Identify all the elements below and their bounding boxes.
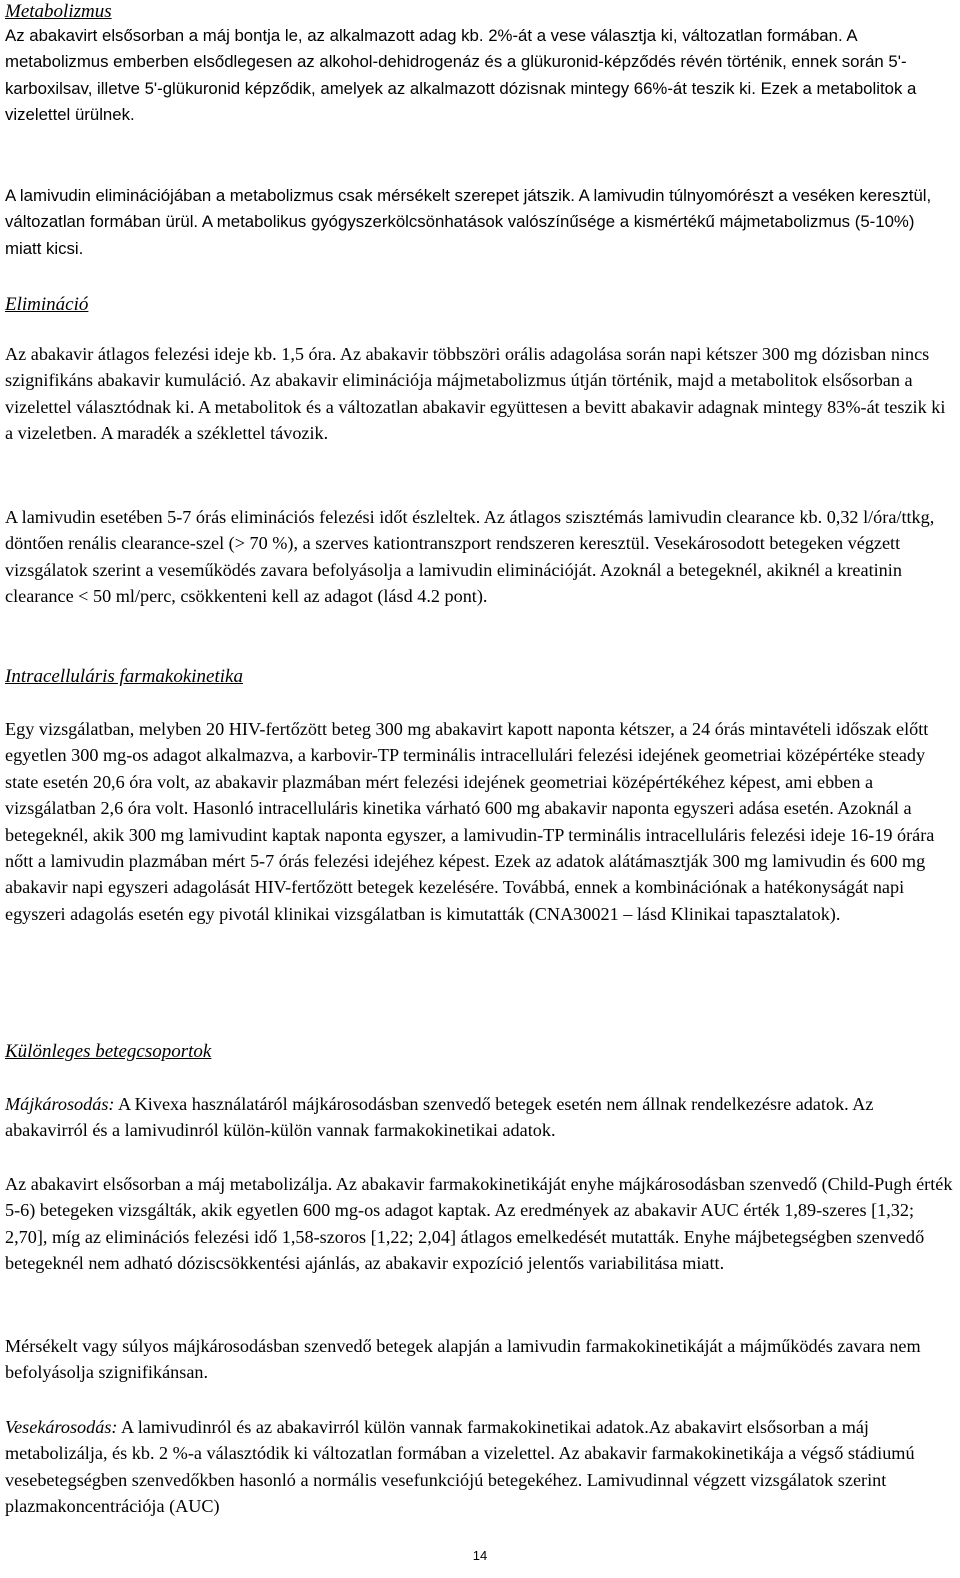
renal-label: Vesekárosodás:	[5, 1417, 118, 1437]
paragraph-metabolism-1: Az abakavirt elsősorban a máj bontja le, az alkalmazott adag kb. 2%-át a vese választja ki, változatlan formában. A metabolizmus emberben elsődlegesen az alkohol-dehidrogenáz és a glükuronid-képződés révén történik, ennek során 5'-karboxilsav, illetve 5'-glükuronid képződik, amelyek az alkalmazott dózisnak mintegy 66%-át teszik ki. Ezek a metabolitok a vizelettel ürülnek.	[5, 26, 917, 125]
section-heading-intracellular: Intracelluláris farmakokinetika	[5, 666, 243, 687]
section-heading-metabolism: Metabolizmus	[5, 1, 112, 22]
paragraph-hepatic-3: Mérsékelt vagy súlyos májkárosodásban szenvedő betegek alapján a lamivudin farmakokinetikáját a májműködés zavara nem befolyásolja szignifikánsan.	[5, 1336, 921, 1383]
paragraph-hepatic-2: Az abakavirt elsősorban a máj metabolizálja. Az abakavir farmakokinetikáját enyhe májkárosodásban szenvedő (Child-Pugh érték 5-6) betegeken vizsgálták, akik egyetlen 600 mg-os adagot kaptak. Az eredmények az abakavir AUC érték 1,89-szeres [1,32; 2,70], míg az eliminációs felezési idő 1,58-szoros [1,22; 2,04] átlagos emelkedését mutatták. Enyhe májbetegségben szenvedő betegeknél nem adható dóziscsökkentési ajánlás, az abakavir expozíció jelentős variabilitása miatt.	[5, 1174, 953, 1274]
section-heading-special-populations: Különleges betegcsoportok	[5, 1041, 212, 1062]
hepatic-label: Májkárosodás:	[5, 1094, 115, 1114]
hepatic-text-1: A Kivexa használatáról májkárosodásban szenvedő betegek esetén nem állnak rendelkezésre adatok. Az abakavirról és a lamivudinról külön-külön vannak farmakokinetikai adatok.	[5, 1094, 874, 1141]
paragraph-intracellular-1: Egy vizsgálatban, melyben 20 HIV-fertőzött beteg 300 mg abakavirt kapott naponta kétszer, a 24 órás mintavételi időszak előtt egyetlen 300 mg-os adagot alkalmazva, a karbovir-TP terminális intracellulári felezési idejének geometriai középértéke steady state esetén 20,6 óra volt, az abakavir plazmában mért felezési idejének geometriai középértékéhez képest, ami ebben a vizsgálatban 2,6 óra volt. Hasonló intracelluláris kinetika várható 600 mg abakavir naponta egyszeri adása esetén. Azoknál a betegeknél, akik 300 mg lamivudint kaptak naponta egyszer, a lamivudin-TP terminális intracelluláris felezési ideje 16-19 órára nőtt a lamivudin plazmában mért 5-7 órás felezési idejéhez képest. Ezek az adatok alátámasztják 300 mg lamivudin és 600 mg abakavir napi egyszeri adagolását HIV-fertőzött betegek kezelésére. Továbbá, ennek a kombinációnak a hatékonyságát napi egyszeri adagolás esetén egy pivotál klinikai vizsgálatban is kimutatták (CNA30021 – lásd Klinikai tapasztalatok).	[5, 719, 935, 924]
renal-text-1: A lamivudinról és az abakavirról külön vannak farmakokinetikai adatok.Az abakavirt elsősorban a máj metabolizálja, és kb. 2 %-a választódik ki változatlan formában a vizelettel. Az abakavir farmakokinetikája a végső stádiumú vesebetegségben szenvedőkben hasonló a normális vesefunkciójú betegekéhez. Lamivudinnal végzett vizsgálatok szerint plazmakoncentrációja (AUC)	[5, 1417, 915, 1517]
paragraph-renal-1	[5, 1414, 953, 1520]
paragraph-elimination-2: A lamivudin esetében 5-7 órás eliminációs felezési időt észleltek. Az átlagos szisztémás lamivudin clearance kb. 0,32 l/óra/ttkg, döntően renális clearance-szel (> 70 %), a szerves kationtranszport rendszeren keresztül. Vesekárosodott betegeken végzett vizsgálatok szerint a veseműködés zavara befolyásolja a lamivudin eliminációját. Azoknál a betegeknél, akiknél a kreatinin clearance < 50 ml/perc, csökkenteni kell az adagot (lásd 4.2 pont).	[5, 507, 935, 607]
paragraph-metabolism-2: A lamivudin eliminációjában a metabolizmus csak mérsékelt szerepet játszik. A lamivudin túlnyomórészt a veséken keresztül, változatlan formában ürül. A metabolikus gyógyszerkölcsönhatások valószínűsége a kismértékű májmetabolizmus (5-10%) miatt kicsi.	[5, 186, 932, 258]
page-number: 14	[472, 1548, 488, 1563]
paragraph-elimination-1: Az abakavir átlagos felezési ideje kb. 1,5 óra. Az abakavir többszöri orális adagolása során napi kétszer 300 mg dózisban nincs szignifikáns abakavir kumuláció. Az abakavir eliminációja májmetabolizmus útján történik, majd a metabolitok elsősorban a vizelettel választódnak ki. A metabolitok és a változatlan abakavir együttesen a bevitt abakavir adagnak mintegy 83%-át teszik ki a vizeletben. A maradék a széklettel távozik.	[5, 344, 946, 444]
paragraph-hepatic-1	[5, 1091, 953, 1144]
section-heading-elimination: Elimináció	[5, 294, 89, 315]
